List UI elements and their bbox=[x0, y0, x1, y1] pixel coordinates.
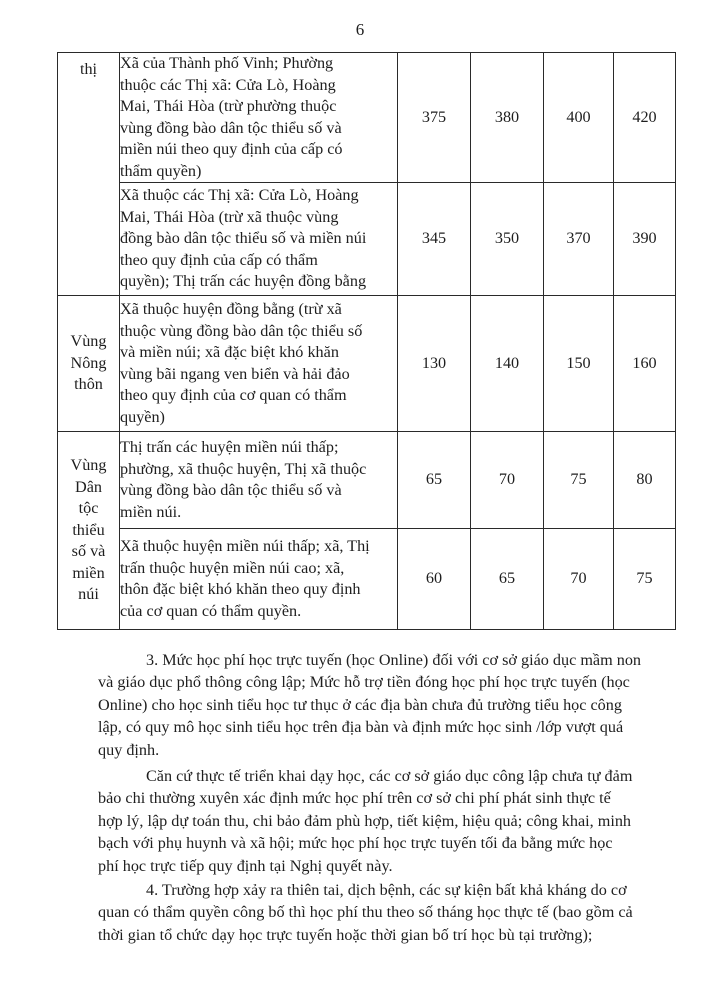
table-row bbox=[58, 53, 676, 183]
table-row bbox=[58, 529, 676, 630]
region-label-line: thiểu bbox=[72, 520, 105, 539]
table-row bbox=[58, 296, 676, 432]
description-cell bbox=[120, 529, 398, 630]
region-label-line: số và bbox=[71, 542, 106, 561]
paragraph-line: 3. Mức học phí học trực tuyến (học Online) đối với cơ sở giáo dục mầm non bbox=[146, 651, 642, 669]
description-cell bbox=[120, 53, 398, 183]
description-line: của cơ quan có thẩm quyền. bbox=[120, 601, 302, 620]
paragraph-line: thời gian tổ chức dạy học trực tuyến hoặc thời gian bố trí học bù tại trường); bbox=[98, 925, 593, 944]
description-line: Xã thuộc huyện đồng bằng (trừ xã bbox=[120, 300, 342, 318]
fee-value-cell: 350 bbox=[471, 183, 544, 296]
page-number: 6 bbox=[355, 20, 365, 39]
paragraph-online-tuition bbox=[98, 649, 674, 761]
description-line: Thị trấn các huyện miền núi thấp; bbox=[120, 438, 339, 456]
paragraph-line: bạch với phụ huynh và xã hội; mức học phí học trực tuyến tối đa bằng mức học bbox=[98, 834, 613, 853]
paragraph-line: và giáo dục phổ thông công lập; Mức hỗ trợ tiền đóng học phí học trực tuyến (học bbox=[98, 673, 630, 692]
description-line: thuộc vùng đồng bào dân tộc thiểu số bbox=[120, 321, 363, 340]
region-label: thị bbox=[79, 60, 98, 78]
description-line: Xã thuộc các Thị xã: Cửa Lò, Hoàng bbox=[120, 186, 359, 205]
paragraph-line: quy định. bbox=[98, 740, 160, 759]
region-label-line: thôn bbox=[74, 375, 103, 394]
region-cell-urban bbox=[58, 53, 120, 296]
description-line: vùng bãi ngang ven biển và hải đảo bbox=[120, 364, 350, 383]
region-label-line: Vùng bbox=[70, 456, 107, 475]
paragraph-line: 4. Trường hợp xảy ra thiên tai, dịch bệnh, các sự kiện bất khả kháng do cơ bbox=[146, 881, 627, 899]
description-line: theo quy định của cơ quan có thẩm bbox=[120, 386, 347, 404]
fee-value-cell: 420 bbox=[614, 53, 676, 183]
fee-value-cell: 380 bbox=[471, 53, 544, 183]
description-line: theo quy định của cấp có thẩm bbox=[120, 250, 318, 269]
fee-value-cell: 75 bbox=[544, 432, 614, 529]
region-label-line: Nông bbox=[70, 353, 107, 372]
fee-value-cell: 80 bbox=[614, 432, 676, 529]
paragraph-line: quan có thẩm quyền công bố thì học phí thu theo số tháng học thực tế (bao gồm cả bbox=[98, 903, 633, 922]
description-line: và miền núi; xã đặc biệt khó khăn bbox=[120, 343, 339, 361]
paragraph-line: Online) cho học sinh tiểu học tư thục ở các địa bàn chưa đủ trường tiểu học công bbox=[98, 695, 622, 714]
region-label-line: miền bbox=[72, 563, 105, 582]
description-line: miền núi theo quy định của cấp có bbox=[120, 140, 343, 158]
region-cell-rural bbox=[58, 296, 120, 432]
description-line: quyền); Thị trấn các huyện đồng bằng bbox=[120, 272, 367, 291]
description-line: miền núi. bbox=[120, 502, 182, 521]
fee-value-cell: 130 bbox=[398, 296, 471, 432]
description-line: phường, xã thuộc huyện, Thị xã thuộc bbox=[120, 459, 367, 478]
table-row bbox=[58, 432, 676, 529]
description-line: Xã của Thành phố Vinh; Phường bbox=[120, 54, 334, 72]
description-line: quyền) bbox=[120, 407, 165, 426]
paragraph-line: Căn cứ thực tế triển khai dạy học, các cơ sở giáo dục công lập chưa tự đảm bbox=[146, 767, 633, 785]
description-line: vùng đồng bào dân tộc thiểu số và bbox=[120, 118, 342, 137]
fee-value-cell: 75 bbox=[614, 529, 676, 630]
description-cell bbox=[120, 432, 398, 529]
description-line: trấn thuộc huyện miền núi cao; xã, bbox=[120, 558, 345, 577]
fee-value-cell: 60 bbox=[398, 529, 471, 630]
description-line: vùng đồng bào dân tộc thiểu số và bbox=[120, 481, 342, 499]
description-cell bbox=[120, 183, 398, 296]
description-line: đồng bào dân tộc thiểu số và miền núi bbox=[120, 229, 367, 248]
fee-value-cell: 65 bbox=[398, 432, 471, 529]
description-line: Xã thuộc huyện miền núi thấp; xã, Thị bbox=[120, 537, 370, 555]
description-line: thẩm quyền) bbox=[120, 161, 202, 180]
fee-value-cell: 70 bbox=[544, 529, 614, 630]
fee-value-cell: 345 bbox=[398, 183, 471, 296]
description-line: thôn đặc biệt khó khăn theo quy định bbox=[120, 580, 361, 598]
description-line: Mai, Thái Hòa (trừ xã thuộc vùng bbox=[120, 207, 339, 226]
fee-value-cell: 370 bbox=[544, 183, 614, 296]
paragraph-implementation-basis bbox=[98, 765, 674, 877]
fee-value-cell: 400 bbox=[544, 53, 614, 183]
description-line: thuộc các Thị xã: Cửa Lò, Hoàng bbox=[120, 75, 336, 94]
region-label-line: núi bbox=[78, 585, 99, 604]
paragraph-force-majeure bbox=[98, 879, 674, 946]
region-label-line: Dân bbox=[75, 477, 102, 496]
paragraph-line: hợp lý, lập dự toán thu, chi bảo đảm phù hợp, tiết kiệm, hiệu quả; công khai, minh bbox=[98, 811, 632, 830]
fee-value-cell: 160 bbox=[614, 296, 676, 432]
fee-value-cell: 140 bbox=[471, 296, 544, 432]
region-label-line: Vùng bbox=[70, 332, 107, 351]
paragraph-line: lập, có quy mô học sinh tiểu học trên địa bàn và định mức học sinh /lớp vượt quá bbox=[98, 718, 624, 737]
paragraph-line: phí học trực tiếp quy định tại Nghị quyết này. bbox=[98, 856, 393, 875]
region-label-line: tộc bbox=[78, 499, 99, 518]
table-row bbox=[58, 183, 676, 296]
fee-value-cell: 150 bbox=[544, 296, 614, 432]
tuition-fee-table bbox=[57, 52, 676, 630]
fee-value-cell: 65 bbox=[471, 529, 544, 630]
fee-value-cell: 375 bbox=[398, 53, 471, 183]
region-cell-ethnic-mountain bbox=[58, 432, 120, 630]
paragraph-line: bảo chi thường xuyên xác định mức học phí trên cơ sở chi phí phát sinh thực tế bbox=[98, 789, 611, 808]
fee-value-cell: 390 bbox=[614, 183, 676, 296]
fee-value-cell: 70 bbox=[471, 432, 544, 529]
description-cell bbox=[120, 296, 398, 432]
description-line: Mai, Thái Hòa (trừ phường thuộc bbox=[120, 97, 337, 115]
